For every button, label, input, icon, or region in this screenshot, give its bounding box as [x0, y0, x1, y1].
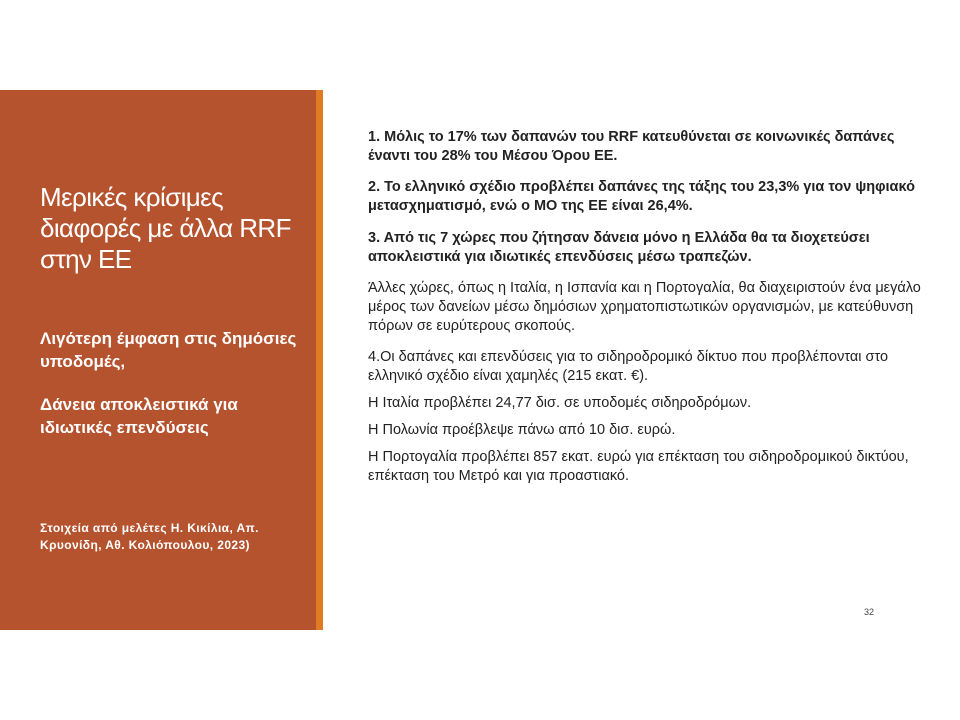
source-note: Στοιχεία από μελέτες Η. Κικίλια, Απ. Κρυονίδη, Αθ. Κολιόπουλου, 2023): [40, 521, 259, 552]
paragraph-portugal-railways: Η Πορτογαλία προβλέπει 857 εκατ. ευρώ για επέκταση του σιδηροδρομικού δικτύου, επέκταση του Μετρό και για προαστιακό.: [368, 449, 909, 484]
page-number: 32: [864, 607, 875, 617]
content-body: [368, 128, 933, 486]
paragraph-social-spending: 1. Μόλις το 17% των δαπανών του RRF κατευθύνεται σε κοινωνικές δαπάνες έναντι του 28% του Μέσου Όρου ΕΕ.: [368, 129, 895, 164]
accent-divider: [316, 90, 323, 630]
paragraph-other-countries: Άλλες χώρες, όπως η Ιταλία, η Ισπανία και η Πορτογαλία, θα διαχειριστούν ένα μεγάλο μέρος των δανείων μέσω δημόσιων χρηματοπιστωτικών οργανισμών, με κατεύθυνση πόρων σε ευρύτερους σκοπούς.: [368, 280, 921, 334]
paragraph-loans-private-investment: 3. Από τις 7 χώρες που ζήτησαν δάνεια μόνο η Ελλάδα θα τα διοχετεύσει αποκλειστικά για ιδιωτικές επενδύσεις μέσω τραπεζών.: [368, 230, 870, 265]
paragraph-railway-spending: 4.Οι δαπάνες και επενδύσεις για το σιδηροδρομικό δίκτυο που προβλέπονται στο ελληνικό σχέδιο είναι χαμηλές (215 εκατ. €).: [368, 349, 889, 384]
subpoint-private-loans: Δάνεια αποκλειστικά για ιδιωτικές επενδύσεις: [40, 395, 238, 437]
paragraph-digital-transformation: 2. Το ελληνικό σχέδιο προβλέπει δαπάνες της τάξης του 23,3% για τον ψηφιακό μετασχηματισμό, ενώ ο ΜΟ της ΕΕ είναι 26,4%.: [368, 179, 915, 214]
paragraph-poland-railways: Η Πολωνία προέβλεψε πάνω από 10 δισ. ευρώ.: [368, 422, 676, 438]
slide-title: Μερικές κρίσιμες διαφορές με άλλα RRF στην ΕΕ: [40, 182, 291, 274]
paragraph-italy-railways: Η Ιταλία προβλέπει 24,77 δισ. σε υποδομές σιδηροδρόμων.: [368, 395, 752, 411]
subpoint-public-infrastructure: Λιγότερη έμφαση στις δημόσιες υποδομές,: [40, 329, 297, 371]
